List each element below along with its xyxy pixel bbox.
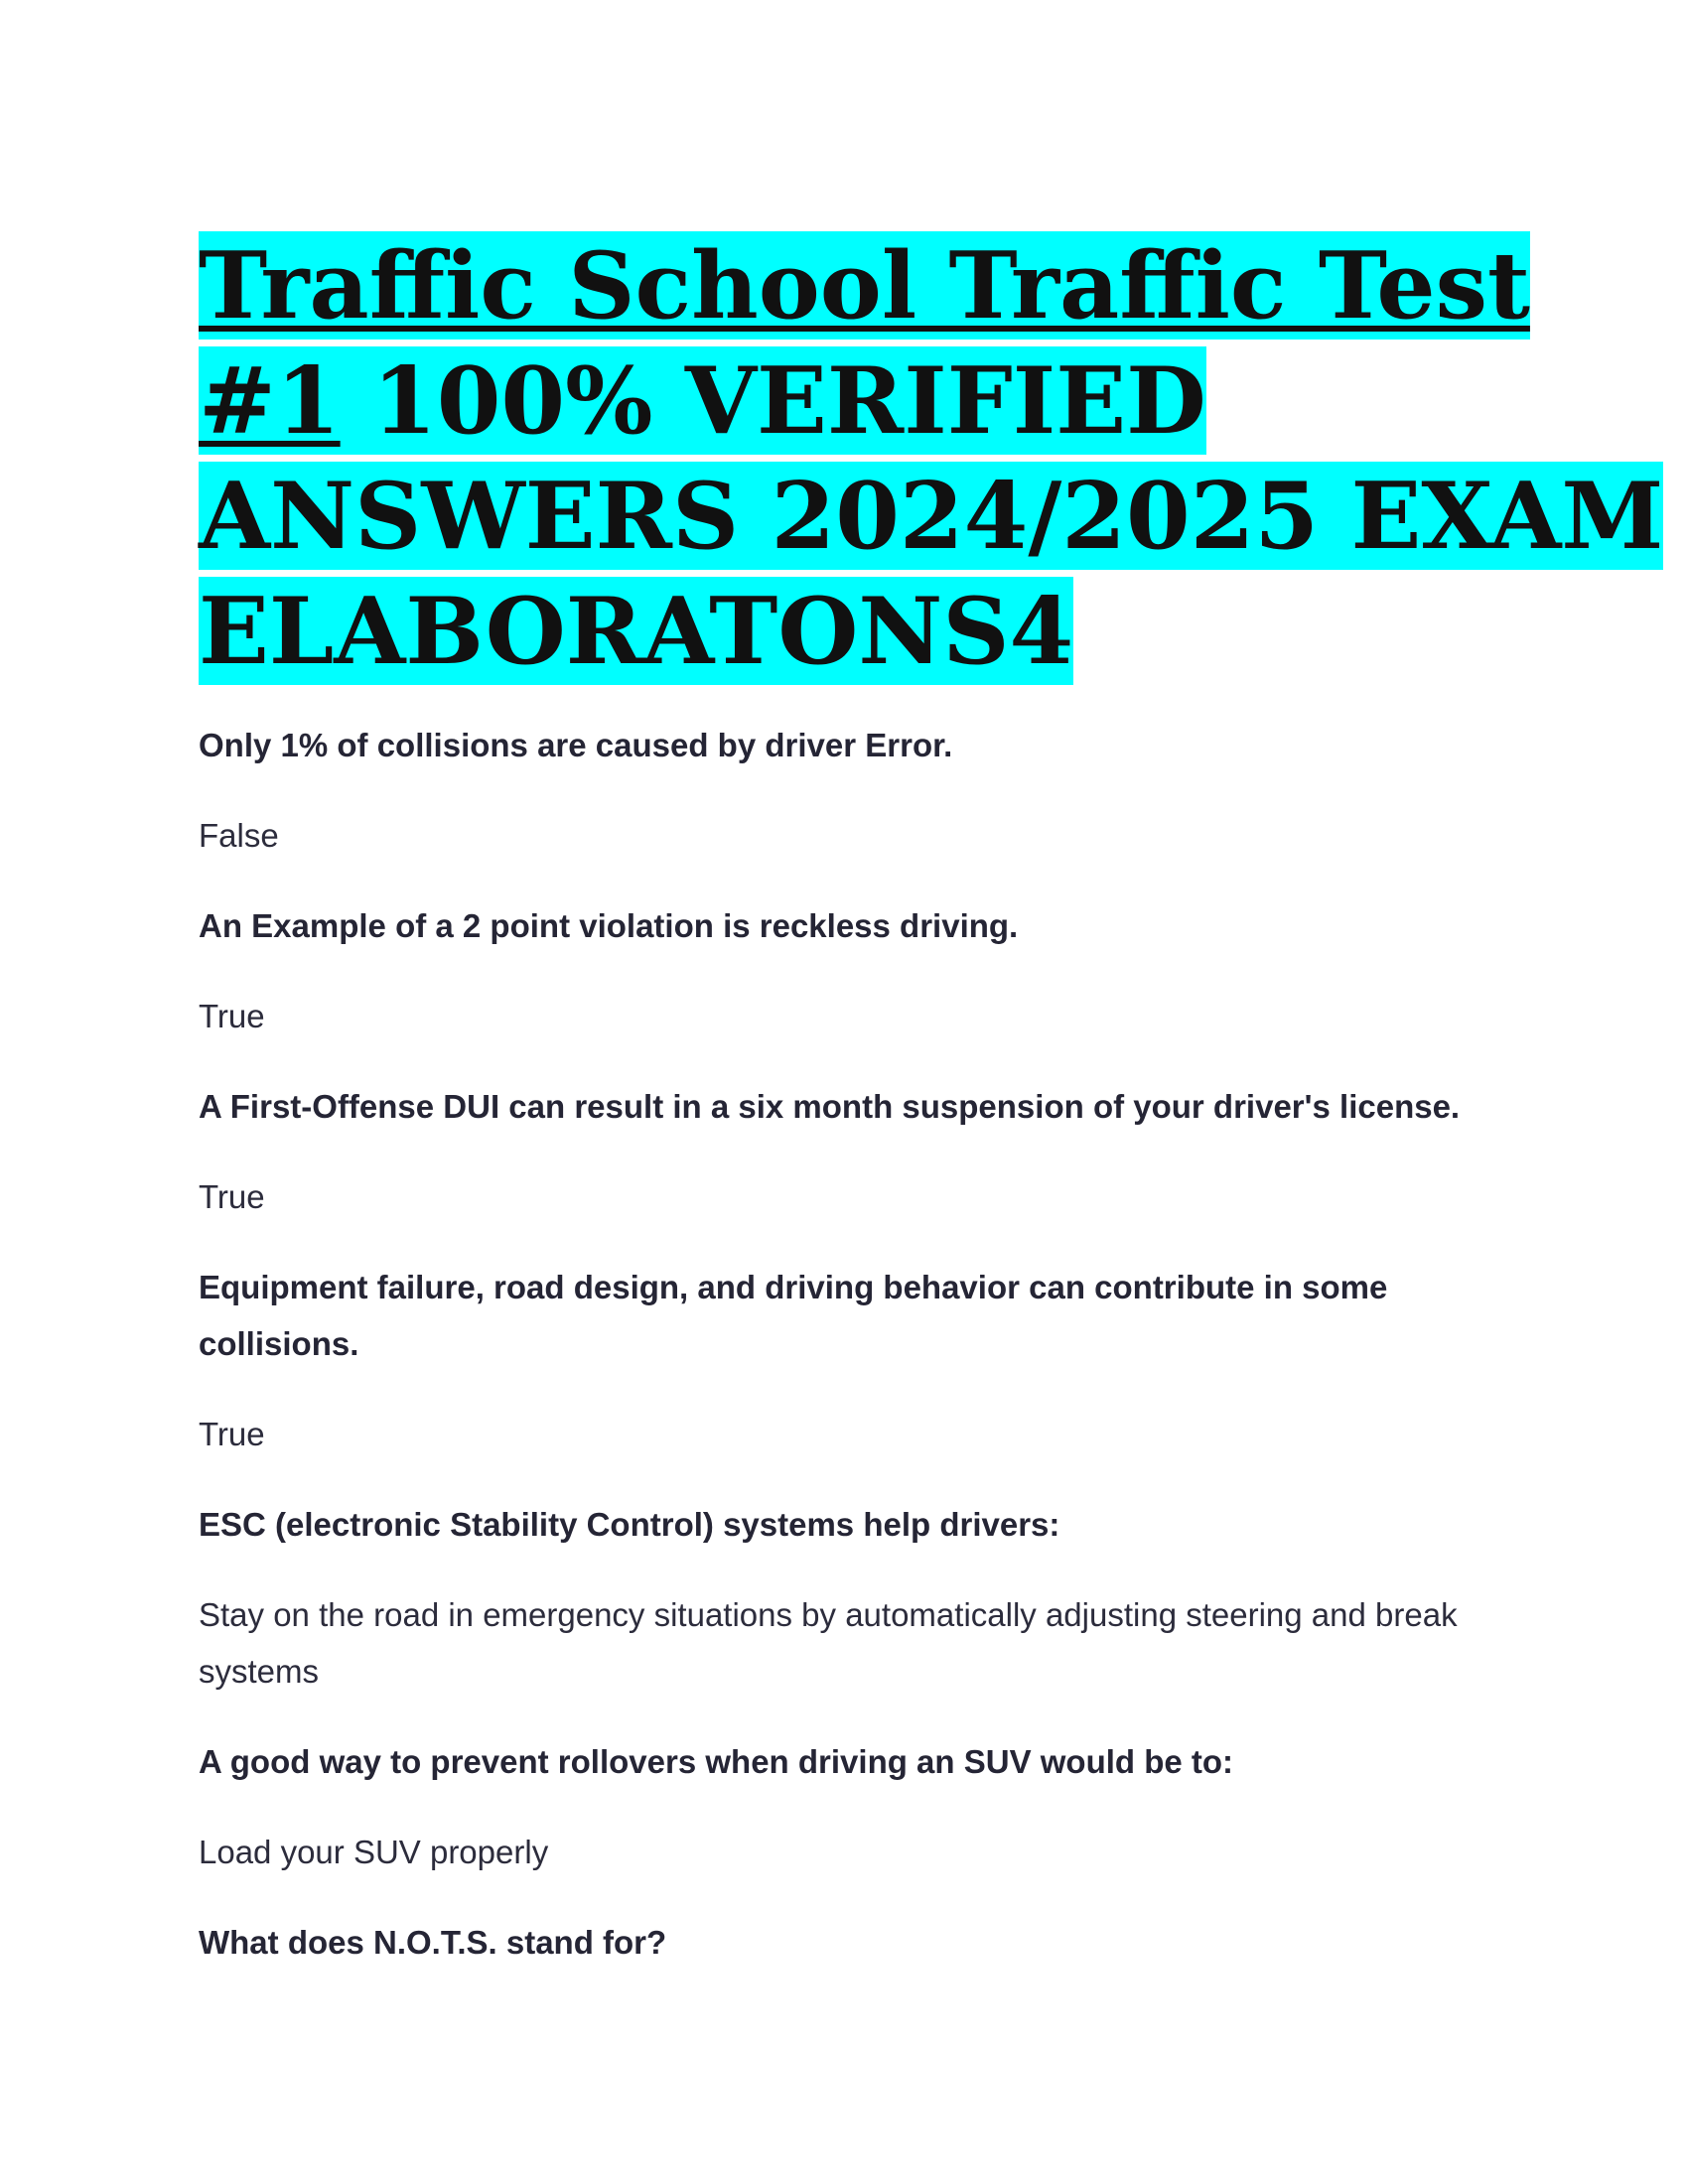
question-6: A good way to prevent rollovers when driving an SUV would be to: [199, 1743, 1234, 1780]
title-text-3: ANSWERS 2024/2025 EXAM [199, 462, 1664, 570]
title-line-2 [199, 343, 1509, 459]
title-number: #1 [199, 346, 341, 455]
answer-3: True [199, 1178, 265, 1215]
question-5: ESC (electronic Stability Control) systems help drivers: [199, 1506, 1060, 1543]
title-line-1 [199, 228, 1530, 343]
answer-5: Stay on the road in emergency situations by automatically adjusting steering and break systems [199, 1596, 1458, 1690]
question-3: A First-Offense DUI can result in a six month suspension of your driver's license. [199, 1088, 1461, 1125]
title-line-4 [199, 574, 1509, 689]
answer-2: True [199, 998, 265, 1034]
document-title [199, 228, 1664, 689]
question-1: Only 1% of collisions are caused by driver Error. [199, 727, 953, 763]
question-answer-list [199, 717, 1509, 2004]
answer-1: False [199, 817, 279, 854]
title-text-2 [199, 346, 1206, 455]
question-7: What does N.O.T.S. stand for? [199, 1924, 667, 1961]
question-4: Equipment failure, road design, and driving behavior can contribute in some collisions. [199, 1269, 1388, 1362]
answer-6: Load your SUV properly [199, 1834, 549, 1870]
title-text-1: Traffic School Traffic Test [199, 231, 1530, 340]
question-2: An Example of a 2 point violation is reckless driving. [199, 907, 1019, 944]
title-text-4: ELABORATONS4 [199, 577, 1074, 685]
title-line-3 [199, 459, 1664, 574]
title-text-2-rest: 100% VERIFIED [340, 346, 1206, 455]
answer-4: True [199, 1416, 265, 1452]
